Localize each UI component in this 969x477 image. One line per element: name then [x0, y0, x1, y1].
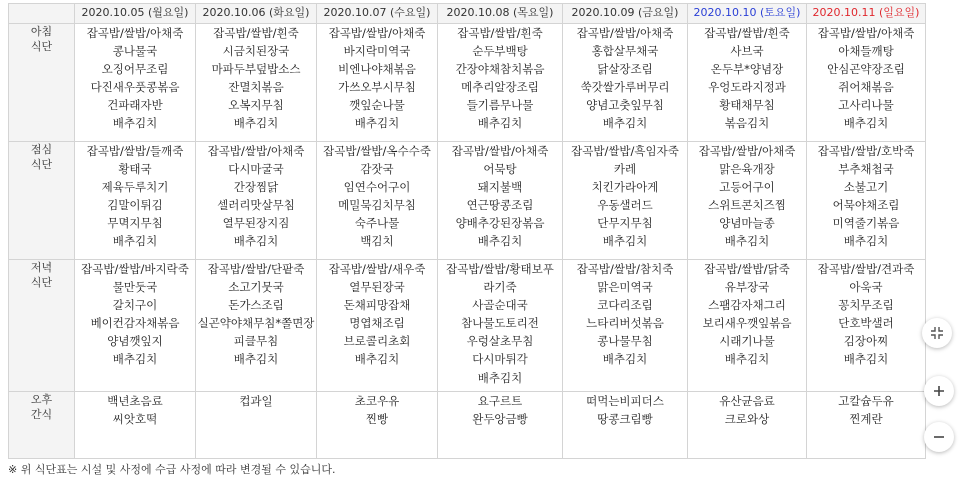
breakfast-label — [9, 24, 75, 142]
menu-item: 돈가스조림 — [228, 298, 284, 313]
date-header-row — [9, 4, 926, 24]
date-header: 2020.10.07 (수요일) — [317, 4, 438, 24]
menu-item: 피클무침 — [233, 334, 279, 349]
menu-item: 잡곡밥/쌀밥/바지락죽 — [81, 262, 189, 276]
menu-item: 안심곤약장조림 — [827, 62, 905, 77]
meal-label-line: 식단 — [30, 40, 53, 53]
menu-item: 참나물도토리전 — [461, 316, 539, 331]
menu-item: 콩나물국 — [112, 44, 158, 59]
breakfast-row — [9, 24, 926, 142]
menu-item: 마파두부덮밥소스 — [211, 62, 301, 77]
lunch-menu-cell — [75, 142, 196, 260]
breakfast-menu-cell — [807, 24, 926, 142]
menu-item: 배추김치 — [602, 116, 648, 131]
menu-item: 잡곡밥/쌀밥/아채죽 — [817, 26, 915, 40]
date-header-saturday: 2020.10.10 (토요일) — [688, 4, 807, 24]
menu-item: 잡곡밥/쌀밥/단팥죽 — [207, 262, 305, 276]
menu-item: 백김치 — [360, 234, 394, 249]
menu-item: 부추채첩국 — [838, 162, 894, 177]
menu-item: 우동샐러드 — [597, 198, 653, 213]
menu-item: 잡곡밥/쌀밥/들깨죽 — [86, 144, 184, 158]
breakfast-menu-cell — [196, 24, 317, 142]
dinner-row — [9, 260, 926, 392]
menu-item: 백년초음료 — [107, 394, 163, 408]
menu-item: 양념고춧잎무침 — [586, 98, 664, 113]
meal-label-line: 식단 — [30, 276, 53, 289]
menu-item: 배추김치 — [354, 352, 400, 367]
corner-cell — [9, 4, 75, 24]
menu-item: 잡곡밥/쌀밥/닭죽 — [704, 262, 790, 276]
menu-item: 간장찜닭 — [233, 180, 279, 195]
menu-item: 카레 — [613, 162, 637, 177]
menu-item: 배추김치 — [233, 116, 279, 131]
footnote: ※ 위 식단표는 시설 및 사정에 수급 사정에 따라 변경될 수 있습니다. — [8, 463, 336, 476]
menu-item: 단무지무침 — [597, 216, 653, 231]
date-header: 2020.10.08 (목요일) — [438, 4, 563, 24]
menu-item: 숙주나물 — [354, 216, 400, 231]
snack-menu-cell — [438, 392, 563, 459]
menu-item: 시래기나물 — [719, 334, 775, 349]
menu-item: 잔멸치볶음 — [228, 80, 284, 95]
snack-menu-cell — [688, 392, 807, 459]
menu-item: 잡곡밥/쌀밥/아채죽 — [698, 144, 796, 158]
menu-item: 배추김치 — [477, 234, 523, 249]
meal-label-line: 오후 — [30, 393, 53, 406]
menu-item: 잡곡밥/쌀밥/아채죽 — [207, 144, 305, 158]
menu-item: 실곤약야채무침*쫄면장 — [197, 316, 315, 331]
menu-item: 배추김치 — [602, 234, 648, 249]
menu-item: 메밀묵김치무침 — [338, 198, 416, 213]
lunch-menu-cell — [807, 142, 926, 260]
date-header: 2020.10.09 (금요일) — [563, 4, 688, 24]
snack-row — [9, 392, 926, 459]
menu-item: 단호박샐러 — [838, 316, 894, 331]
menu-item: 맑은육개장 — [719, 162, 775, 177]
menu-item: 찐빵 — [365, 412, 389, 427]
menu-item: 김말이튀김 — [107, 198, 163, 213]
menu-item: 잡곡밥/쌀밥/아채죽 — [328, 26, 426, 40]
menu-item: 비엔나야채볶음 — [338, 62, 416, 77]
meal-plan-table — [8, 3, 926, 459]
menu-item: 유산균음료 — [719, 394, 775, 408]
date-header: 2020.10.05 (월요일) — [75, 4, 196, 24]
menu-item: 초코우유 — [354, 394, 400, 408]
menu-item: 고칼슘두유 — [838, 394, 894, 408]
menu-item: 잡곡밥/쌀밥/아채죽 — [576, 26, 674, 40]
menu-item: 배추김치 — [233, 234, 279, 249]
meal-label-line: 저녁 — [30, 261, 53, 274]
menu-item: 다시마굴국 — [228, 162, 284, 177]
menu-item: 완두앙금빵 — [472, 412, 528, 427]
menu-item: 온두부*양념장 — [710, 62, 784, 77]
menu-item: 닭살장조림 — [597, 62, 653, 77]
menu-item: 아채들깨탕 — [838, 44, 894, 59]
menu-item: 시금치된장국 — [222, 44, 290, 59]
menu-item: 다시마튀각 — [472, 352, 528, 367]
menu-item: 셀러리맛살무침 — [217, 198, 295, 213]
menu-item: 배추김치 — [843, 234, 889, 249]
meal-label-line: 점심 — [30, 143, 53, 156]
meal-label-line: 아침 — [30, 25, 53, 38]
menu-item: 김장아찌 — [843, 334, 889, 349]
menu-item: 잡곡밥/쌀밥/아채죽 — [451, 144, 549, 158]
menu-item: 양념마늘종 — [719, 216, 775, 231]
breakfast-menu-cell — [438, 24, 563, 142]
menu-item: 양배추강된장볶음 — [455, 216, 545, 231]
menu-item: 보리새우깻잎볶음 — [702, 316, 792, 331]
date-header: 2020.10.06 (화요일) — [196, 4, 317, 24]
menu-item: 배추김치 — [112, 352, 158, 367]
menu-item: 잡곡밥/쌀밥/새우죽 — [328, 262, 426, 276]
menu-item: 베이컨감자채볶음 — [90, 316, 180, 331]
menu-item: 볶음김치 — [724, 116, 770, 131]
menu-item: 감잣국 — [360, 162, 394, 177]
menu-item: 배추김치 — [112, 116, 158, 131]
menu-item: 간장야채참치볶음 — [455, 62, 545, 77]
menu-item: 들기름무나물 — [466, 98, 534, 113]
dinner-menu-cell — [688, 260, 807, 392]
zoom-out-button[interactable] — [924, 422, 954, 452]
menu-item: 잡곡밥/쌀밥/호박죽 — [817, 144, 915, 158]
dinner-menu-cell — [196, 260, 317, 392]
menu-item: 콩나물무침 — [597, 334, 653, 349]
menu-item: 크로와상 — [724, 412, 770, 427]
menu-item: 홍합살무채국 — [591, 44, 659, 59]
menu-item: 오징어무조림 — [101, 62, 169, 77]
dinner-menu-cell — [807, 260, 926, 392]
menu-item: 잡곡밥/쌀밥/옥수수죽 — [323, 144, 431, 158]
menu-item: 배추김치 — [354, 116, 400, 131]
menu-item: 깻잎순나물 — [349, 98, 405, 113]
snack-label — [9, 392, 75, 459]
dinner-label — [9, 260, 75, 392]
menu-item: 물만둣국 — [112, 280, 158, 295]
date-header-sunday: 2020.10.11 (일요일) — [807, 4, 926, 24]
lunch-row — [9, 142, 926, 260]
dinner-menu-cell — [317, 260, 438, 392]
menu-item: 잡곡밥/쌀밥/흰죽 — [213, 26, 299, 40]
menu-item: 다진새우풋콩볶음 — [90, 80, 180, 95]
menu-item: 황태채무침 — [719, 98, 775, 113]
menu-item: 열무된장지짐 — [222, 216, 290, 231]
menu-item: 잡곡밥/쌀밥/참치죽 — [576, 262, 674, 276]
menu-item: 배추김치 — [724, 234, 770, 249]
menu-item: 땅콩크림빵 — [597, 412, 653, 427]
menu-item: 배추김치 — [602, 352, 648, 367]
menu-item: 느타리버섯볶음 — [586, 316, 664, 331]
menu-item: 갈치구이 — [112, 298, 158, 313]
menu-item: 무멱지무침 — [107, 216, 163, 231]
snack-menu-cell — [807, 392, 926, 459]
menu-item: 배추김치 — [112, 234, 158, 249]
menu-item: 연근땅콩조림 — [466, 198, 534, 213]
menu-item: 우엉도라지정과 — [708, 80, 786, 95]
menu-item: 고사리나물 — [838, 98, 894, 113]
lunch-menu-cell — [563, 142, 688, 260]
menu-item: 아욱국 — [849, 280, 883, 295]
menu-item: 소고기뭇국 — [228, 280, 284, 295]
menu-item: 미역줄기볶음 — [832, 216, 900, 231]
menu-item: 배추김치 — [724, 352, 770, 367]
menu-item: 찐계란 — [849, 412, 883, 427]
menu-item: 오복지무침 — [228, 98, 284, 113]
menu-item: 우렁살초무침 — [466, 334, 534, 349]
menu-item: 꽁치무조림 — [838, 298, 894, 313]
lunch-menu-cell — [438, 142, 563, 260]
dinner-menu-cell — [563, 260, 688, 392]
meal-label-line: 간식 — [30, 408, 53, 421]
menu-item: 잡곡밥/쌀밥/흑임자죽 — [571, 144, 679, 158]
menu-item: 고등어구이 — [719, 180, 775, 195]
menu-item: 제육두루치기 — [101, 180, 169, 195]
minus-icon — [933, 431, 945, 443]
menu-item: 라기죽 — [483, 280, 517, 295]
menu-item: 사브국 — [730, 44, 764, 59]
lunch-menu-cell — [688, 142, 807, 260]
menu-item: 배추김치 — [843, 116, 889, 131]
menu-item: 명엽채조림 — [349, 316, 405, 331]
menu-item: 잡곡밥/쌀밥/흰죽 — [704, 26, 790, 40]
menu-item: 잡곡밥/쌀밥/흰죽 — [457, 26, 543, 40]
menu-item: 유부장국 — [724, 280, 770, 295]
menu-item: 어묵탕 — [483, 162, 517, 177]
menu-item: 사골순대국 — [472, 298, 528, 313]
collapse-arrows-icon — [930, 326, 944, 340]
zoom-in-button[interactable] — [924, 376, 954, 406]
lunch-label — [9, 142, 75, 260]
menu-item: 잡곡밥/쌀밥/황태보푸 — [446, 262, 554, 276]
menu-item: 소불고기 — [843, 180, 889, 195]
menu-item: 배추김치 — [477, 116, 523, 131]
dinner-menu-cell — [75, 260, 196, 392]
menu-item: 바지락미역국 — [343, 44, 411, 59]
menu-item: 떠먹는비피더스 — [586, 394, 664, 408]
menu-item: 돼지불백 — [477, 180, 523, 195]
dinner-menu-cell — [438, 260, 563, 392]
menu-item: 잡곡밥/쌀밥/견과죽 — [817, 262, 915, 276]
lunch-menu-cell — [196, 142, 317, 260]
menu-item: 배추김치 — [477, 370, 523, 385]
breakfast-menu-cell — [688, 24, 807, 142]
menu-item: 메추리알장조림 — [461, 80, 539, 95]
menu-item: 스팸감자채그리 — [708, 298, 786, 313]
menu-item: 가쓰오부시무침 — [338, 80, 416, 95]
snack-menu-cell — [563, 392, 688, 459]
menu-item: 임연수어구이 — [343, 180, 411, 195]
menu-item: 씨앗호떡 — [112, 412, 158, 427]
breakfast-menu-cell — [75, 24, 196, 142]
menu-item: 순두부백탕 — [472, 44, 528, 59]
meal-label-line: 식단 — [30, 158, 53, 171]
menu-item: 브로콜리초회 — [343, 334, 411, 349]
menu-item: 잡곡밥/쌀밥/아채죽 — [86, 26, 184, 40]
menu-item: 돈채피망잡채 — [343, 298, 411, 313]
menu-item: 스위트콘치즈찜 — [708, 198, 786, 213]
menu-item: 쥐어채볶음 — [838, 80, 894, 95]
breakfast-menu-cell — [563, 24, 688, 142]
lunch-menu-cell — [317, 142, 438, 260]
menu-item: 치킨가라아게 — [591, 180, 659, 195]
snack-menu-cell — [196, 392, 317, 459]
menu-item: 배추김치 — [843, 352, 889, 367]
menu-item: 어묵야채조림 — [832, 198, 900, 213]
menu-item: 코다리조림 — [597, 298, 653, 313]
menu-item: 건파래자반 — [107, 98, 163, 113]
menu-item: 배추김치 — [233, 352, 279, 367]
menu-item: 컵과일 — [239, 394, 273, 408]
menu-item: 열무된장국 — [349, 280, 405, 295]
menu-item: 황태국 — [118, 162, 152, 177]
breakfast-menu-cell — [317, 24, 438, 142]
plus-icon — [933, 385, 945, 397]
snack-menu-cell — [75, 392, 196, 459]
menu-item: 맑은미역국 — [597, 280, 653, 295]
snack-menu-cell — [317, 392, 438, 459]
collapse-button[interactable] — [922, 318, 952, 348]
menu-item: 요구르트 — [477, 394, 523, 408]
menu-item: 쑥갓쌀가루버무리 — [580, 80, 670, 95]
menu-item: 양념깻잎지 — [107, 334, 163, 349]
